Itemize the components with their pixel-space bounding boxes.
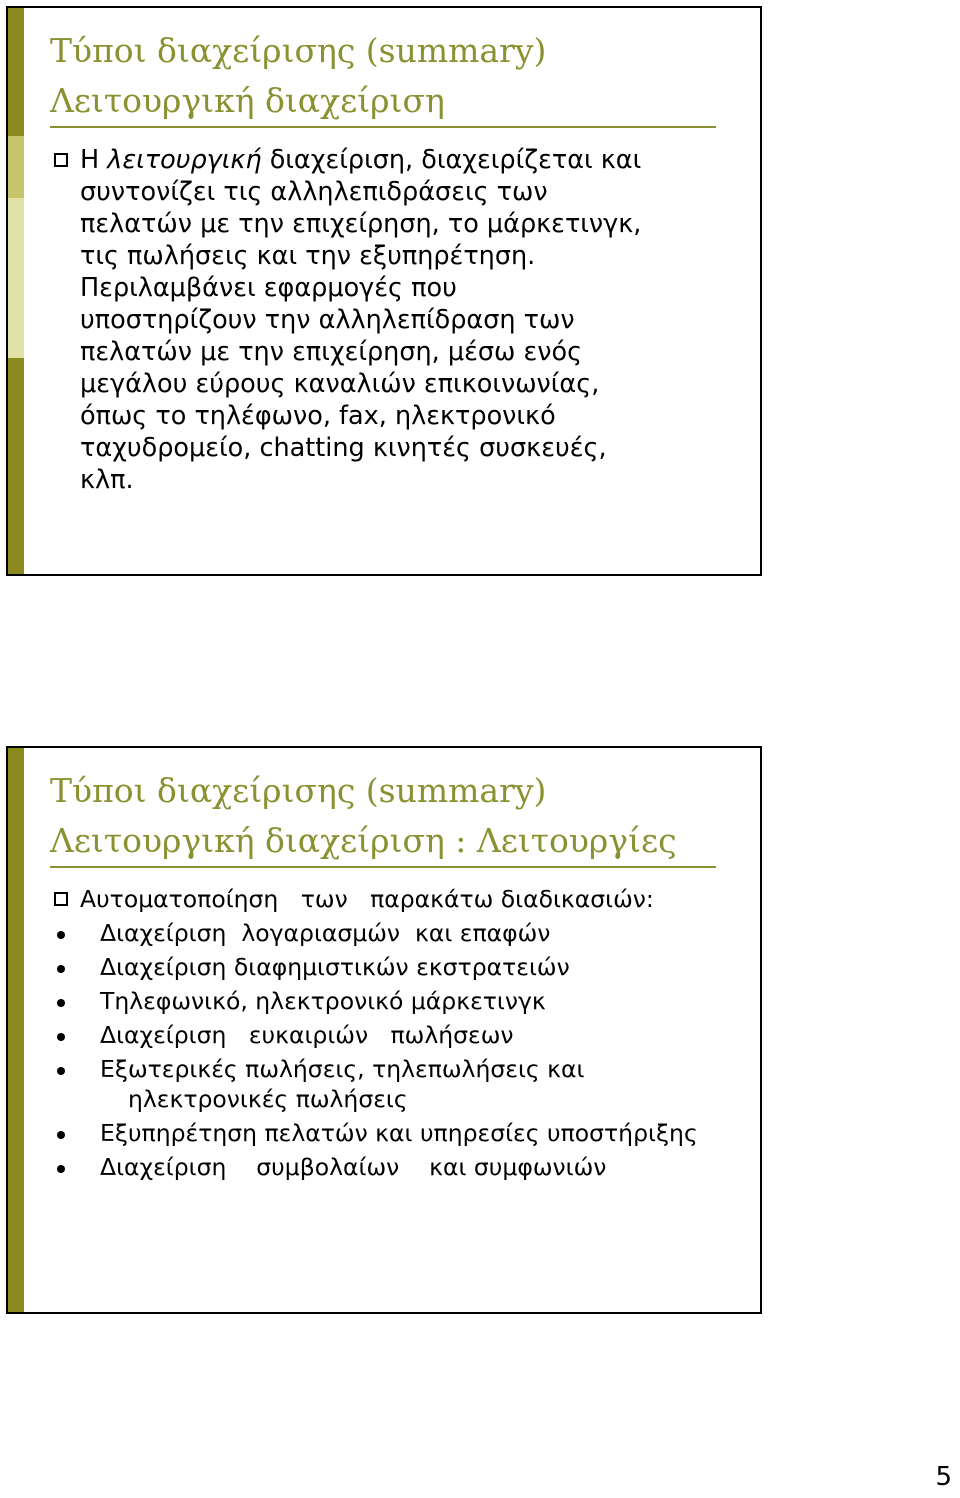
square-bullet-icon: [54, 892, 68, 906]
slide-2: [6, 746, 762, 1314]
paragraph-line: πελατών με την επιχείρηση, το μάρκετινγκ,: [80, 209, 642, 239]
function-list: [8, 918, 750, 1182]
slide-2-title: [50, 766, 740, 866]
list-item: Διαχείριση λογαριασμών και επαφών: [8, 918, 750, 948]
paragraph-line: όπως το τηλέφωνο, fax, ηλεκτρονικό: [80, 401, 556, 431]
paragraph-line: ταχυδρομείο, chatting κινητές συσκευές,: [80, 433, 607, 463]
paragraph-line: πελατών με την επιχείρηση, μέσω ενός: [80, 337, 583, 367]
slide-1: [6, 6, 762, 576]
slide-2-title-rule: [50, 866, 716, 868]
slide-2-title-line-2: Λειτουργική διαχείριση : Λειτουργίες: [50, 821, 677, 860]
slide-1-title: [50, 26, 740, 126]
slide-1-bullet-paragraph: [50, 144, 750, 496]
square-bullet-icon: [54, 153, 68, 167]
bullet-dot-icon: [57, 965, 65, 973]
paragraph-line: υποστηρίζουν την αλληλεπίδραση των: [80, 305, 575, 335]
list-item: Διαχείριση διαφημιστικών εκστρατειών: [8, 952, 750, 982]
slide-2-intro: [50, 884, 750, 914]
intro-text: Αυτοματοποίηση των παρακάτω διαδικασιών:: [80, 885, 654, 913]
paragraph-line: μεγάλου εύρους καναλιών επικοινωνίας,: [80, 369, 600, 399]
emphasis-word: λειτουργική: [107, 145, 262, 175]
slide-1-title-line-2: Λειτουργική διαχείριση: [50, 81, 445, 120]
list-item: Τηλεφωνικό, ηλεκτρονικό μάρκετινγκ: [8, 986, 750, 1016]
list-item: Διαχείριση ευκαιριών πωλήσεων: [8, 1020, 750, 1050]
slide-1-body: [50, 144, 750, 496]
bullet-dot-icon: [57, 999, 65, 1007]
paragraph-line: Περιλαμβάνει εφαρμογές που: [80, 273, 457, 303]
paragraph-line: συντονίζει τις αλληλεπιδράσεις των: [80, 177, 548, 207]
page-number: 5: [935, 1462, 952, 1492]
slide-1-title-line-1: Τύποι διαχείρισης (summary): [50, 31, 547, 70]
slide-2-body: [50, 884, 750, 1182]
paragraph-line: κλπ.: [80, 465, 134, 495]
list-item: Εξωτερικές πωλήσεις, τηλεπωλήσεις και ηλεκτρονικές πωλήσεις: [8, 1054, 750, 1114]
bullet-dot-icon: [57, 1033, 65, 1041]
slide-1-accent-bar: [8, 8, 24, 574]
slide-2-title-line-1: Τύποι διαχείρισης (summary): [50, 771, 547, 810]
paragraph-line-1: Η λειτουργική διαχείριση, διαχειρίζεται και: [80, 145, 642, 175]
bullet-dot-icon: [57, 1165, 65, 1173]
list-item: Διαχείριση συμβολαίων και συμφωνιών: [8, 1152, 750, 1182]
bullet-dot-icon: [57, 1067, 65, 1075]
bullet-dot-icon: [57, 931, 65, 939]
paragraph-line: τις πωλήσεις και την εξυπηρέτηση.: [80, 241, 536, 271]
slide-1-title-rule: [50, 126, 716, 128]
list-item: Εξυπηρέτηση πελατών και υπηρεσίες υποστήριξης: [8, 1118, 750, 1148]
bullet-dot-icon: [57, 1131, 65, 1139]
